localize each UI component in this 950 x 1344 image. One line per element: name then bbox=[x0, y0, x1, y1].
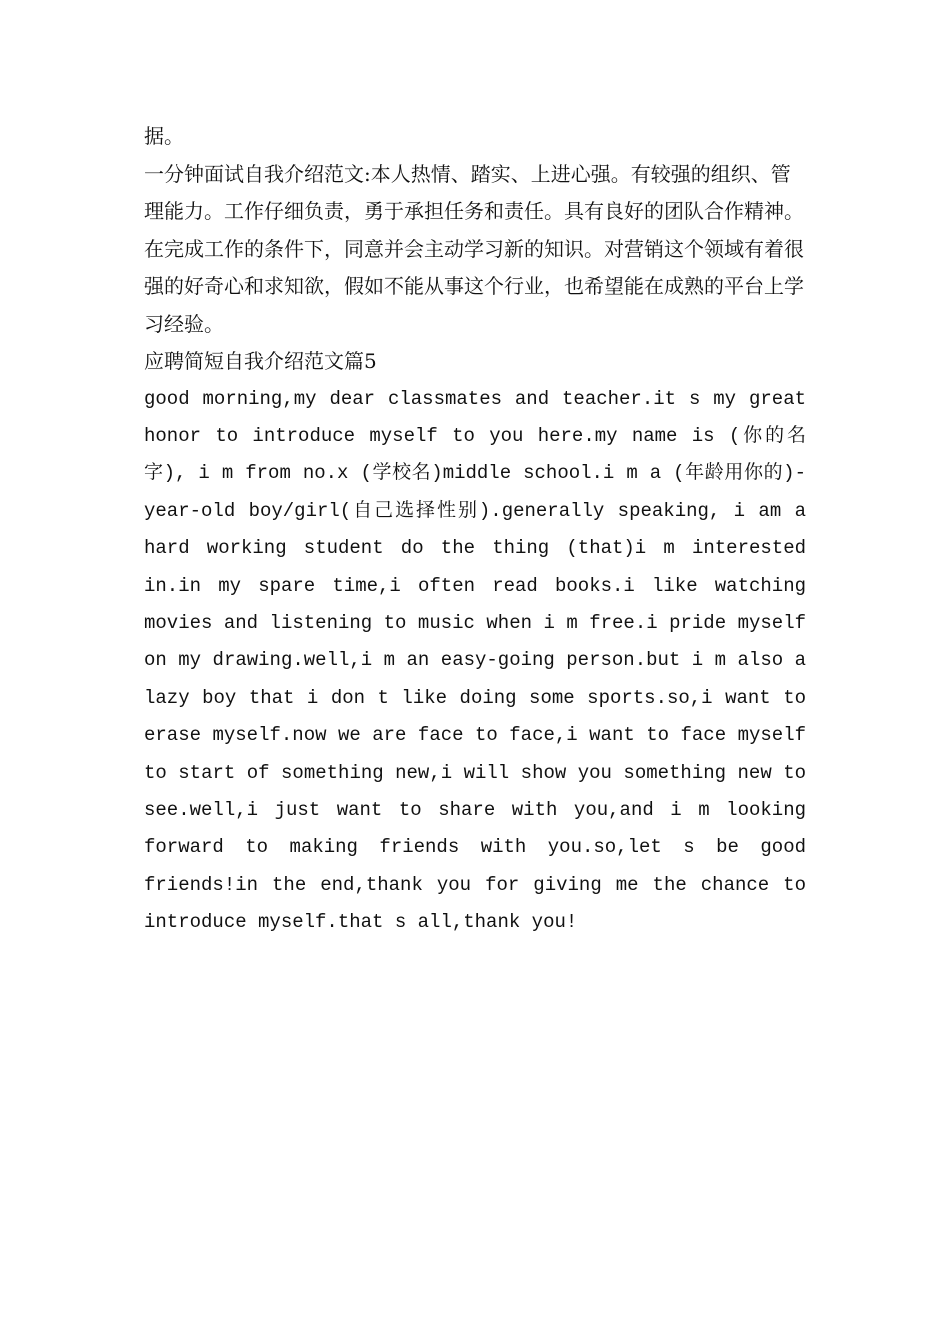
paragraph-english-intro: good morning,my dear classmates and teacher.it s my great honor to introduce myself to you here.my name is (你的名字), i m from no.x (学校名)middle school.i m a (年龄用你的)-year-old boy/girl(自己选择性别).generally speaking, i am a hard working student do the thing (that)i m interested in.in my spare time,i often read books.i like watching movies and listening to music when i m free.i pride myself on my drawing.well,i m an easy-going person.but i m also a lazy boy that i don t like doing some sports.so,i want to erase myself.now we are face to face,i want to face myself to start of something new,i will show you something new to see.well,i just want to share with you,and i m looking forward to making friends with you.so,let s be good friends!in the end,thank you for giving me the chance to introduce myself.that s all,thank you! bbox=[144, 387, 806, 934]
paragraph-interview-intro: 一分钟面试自我介绍范文:本人热情、踏实、上进心强。有较强的组织、管理能力。工作仔细负责，勇于承担任务和责任。具有良好的团队合作精神。在完成工作的条件下，同意并会主动学习新的知识。对营销这个领域有着很强的好奇心和求知欲，假如不能从事这个行业，也希望能在成熟的平台上学习经验。 bbox=[144, 161, 804, 336]
section-heading: 应聘简短自我介绍范文篇5 bbox=[144, 349, 377, 373]
paragraph-continuation: 据。 bbox=[144, 124, 184, 148]
document-body bbox=[144, 118, 806, 942]
